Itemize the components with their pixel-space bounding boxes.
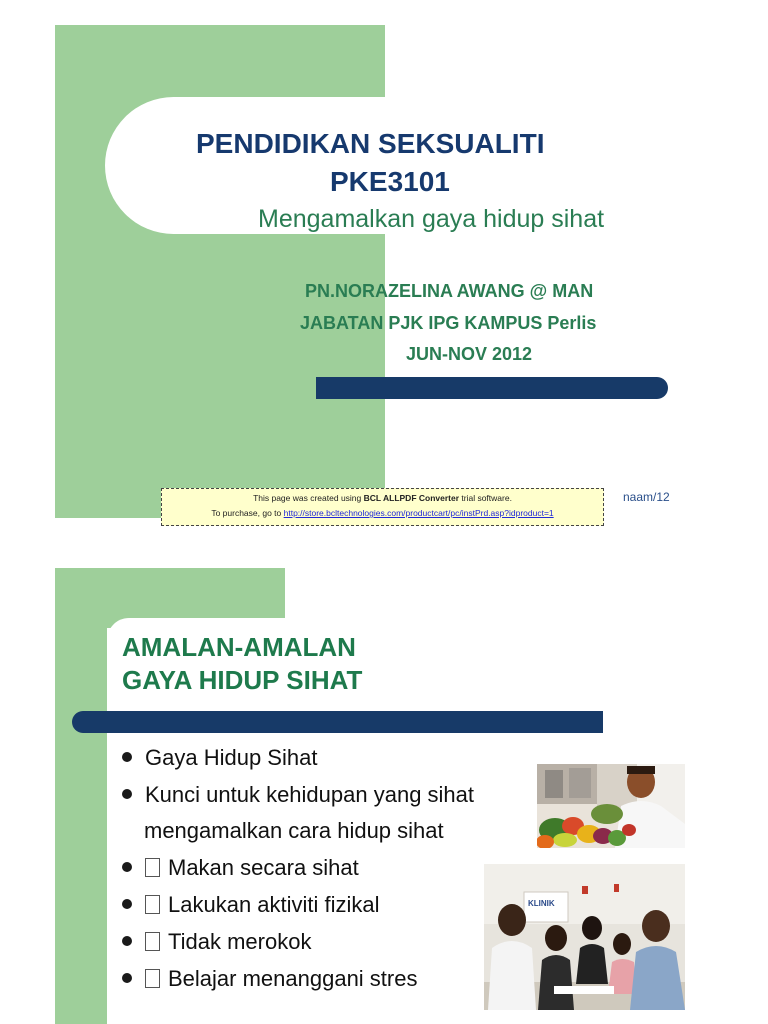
author-name: PN.NORAZELINA AWANG @ MAN bbox=[305, 281, 594, 301]
bullet-item bbox=[122, 745, 317, 771]
slide-subtitle: Mengamalkan gaya hidup sihat bbox=[258, 205, 605, 233]
healthy-food-photo bbox=[537, 764, 685, 848]
trial-notice-box bbox=[161, 488, 604, 526]
bullet-item bbox=[122, 782, 474, 808]
bullet-dot-icon bbox=[122, 789, 132, 799]
clinic-people-photo bbox=[484, 864, 685, 1010]
bullet-text: Belajar menanggani stres bbox=[168, 966, 418, 991]
author-department: JABATAN PJK IPG KAMPUS Perlis bbox=[300, 313, 597, 333]
slide-heading-line2: GAYA HIDUP SIHAT bbox=[122, 665, 363, 695]
bullet-item bbox=[122, 929, 311, 955]
clinic-sign-text: KLINIK bbox=[528, 899, 555, 908]
notice-purchase: To purchase, go to bbox=[211, 508, 284, 518]
bullet-continuation: mengamalkan cara hidup sihat bbox=[144, 818, 444, 843]
bullet-text: Kunci untuk kehidupan yang sihat bbox=[145, 782, 475, 807]
bullet-dot-icon bbox=[122, 862, 132, 872]
notice-suffix: trial software. bbox=[459, 493, 512, 503]
bullet-text: Makan secara sihat bbox=[168, 855, 359, 880]
missing-glyph-icon bbox=[145, 895, 160, 914]
page-label: naam/12 bbox=[623, 490, 670, 504]
missing-glyph-icon bbox=[145, 858, 160, 877]
slide-title-line1: PENDIDIKAN SEKSUALITI bbox=[196, 128, 545, 159]
navy-divider-bar bbox=[316, 377, 668, 399]
bullet-text: Gaya Hidup Sihat bbox=[145, 745, 318, 770]
notice-prefix: This page was created using bbox=[253, 493, 364, 503]
author-date: JUN-NOV 2012 bbox=[406, 344, 533, 364]
navy-divider-bar bbox=[72, 711, 603, 733]
missing-glyph-icon bbox=[145, 969, 160, 988]
bullet-item bbox=[122, 892, 380, 918]
bullet-dot-icon bbox=[122, 973, 132, 983]
green-panel-side bbox=[55, 568, 107, 1024]
bullet-dot-icon bbox=[122, 899, 132, 909]
notice-line2 bbox=[162, 506, 603, 521]
missing-glyph-icon bbox=[145, 932, 160, 951]
bullet-dot-icon bbox=[122, 936, 132, 946]
bullet-text: Tidak merokok bbox=[168, 929, 312, 954]
notice-product: BCL ALLPDF Converter bbox=[363, 493, 460, 503]
bullet-text: Lakukan aktiviti fizikal bbox=[168, 892, 380, 917]
bullet-item bbox=[122, 855, 359, 881]
bullet-item bbox=[122, 966, 417, 992]
bullet-dot-icon bbox=[122, 752, 132, 762]
purchase-link[interactable]: http://store.bcltechnologies.com/productcart/pc/instPrd.asp?idproduct=1 bbox=[283, 508, 554, 518]
notice-line1 bbox=[162, 491, 603, 506]
slide-title-line2: PKE3101 bbox=[330, 166, 450, 197]
slide-heading-line1: AMALAN-AMALAN bbox=[122, 632, 356, 662]
